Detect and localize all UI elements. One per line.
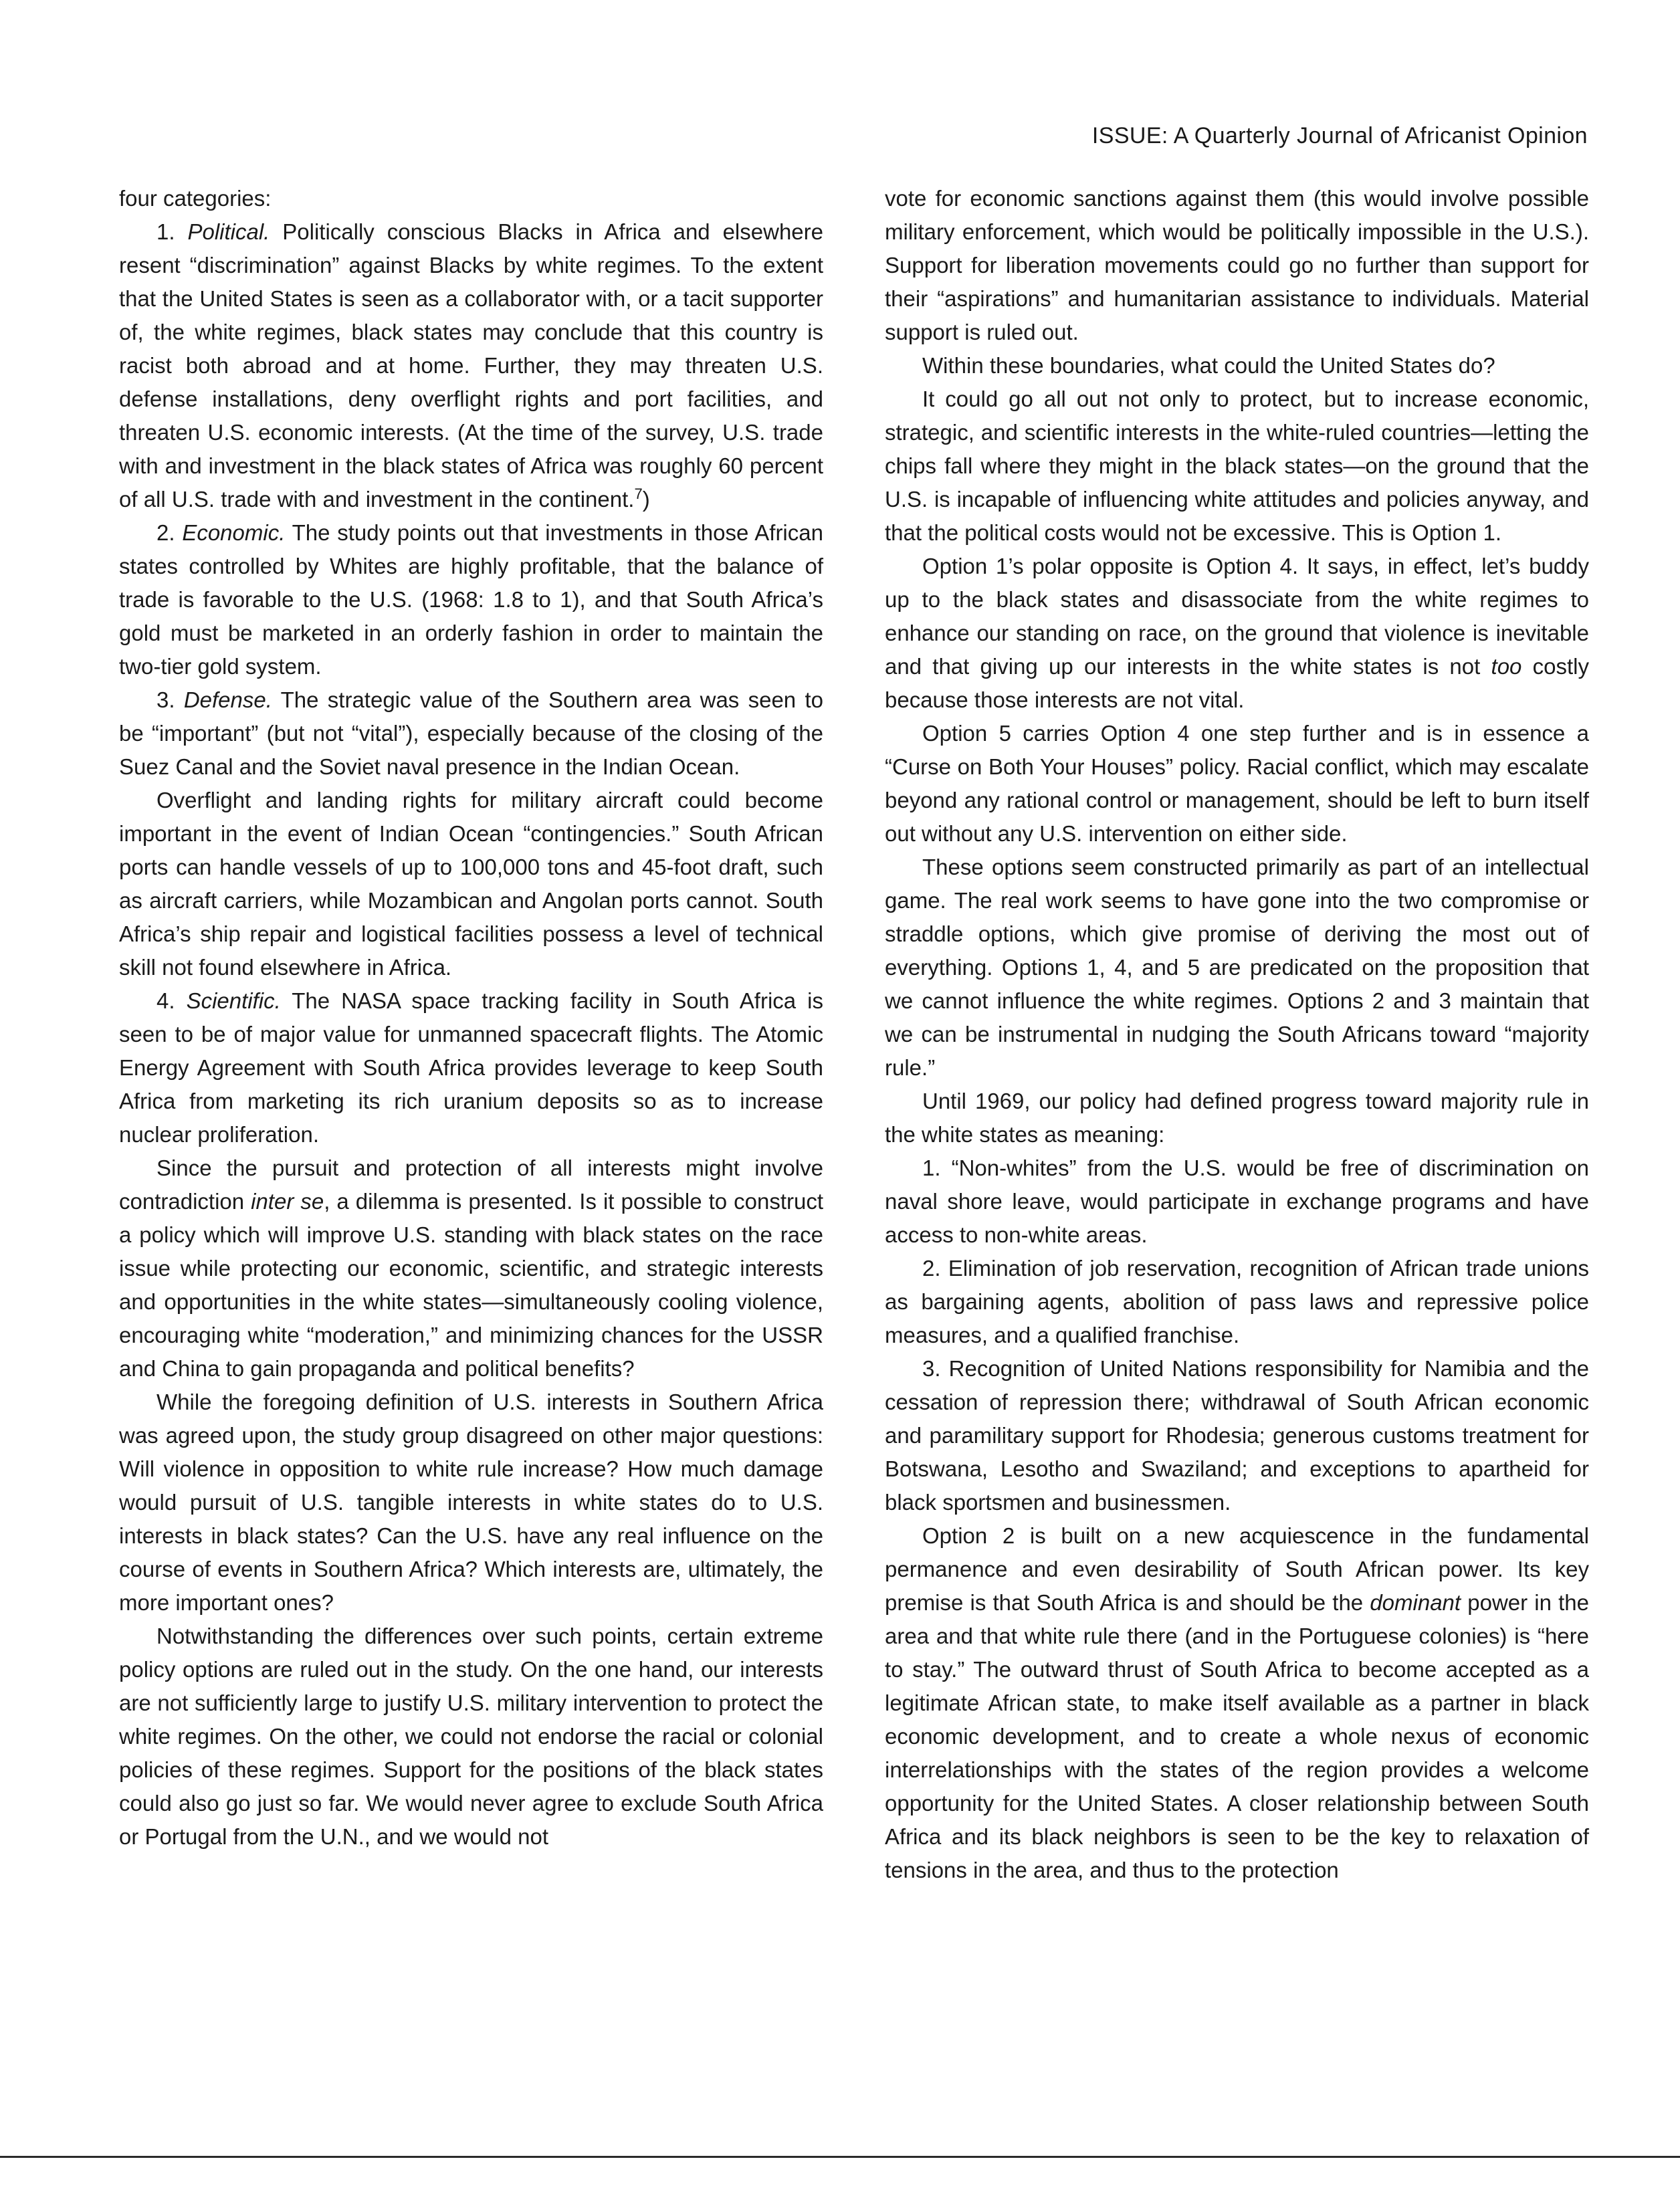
- paragraph: While the foregoing definition of U.S. interests in Southern Africa was agreed upon, the study group disagreed on other major questions: Will violence in opposition to white rule increase? How much damage would pursuit of U.S. tangible interests in white states do to U.S. interests in black states? Can the U.S. have any real influence on the course of events in Southern Africa? Which interests are, ultimately, the more important ones?: [119, 1390, 823, 1615]
- paragraph: Until 1969, our policy had defined progress toward majority rule in the white states as meaning:: [885, 1089, 1589, 1147]
- footnote-ref: 7: [634, 485, 643, 502]
- right-column: [885, 182, 1589, 1887]
- paragraph: 3. Recognition of United Nations responsibility for Namibia and the cessation of repression there; withdrawal of South African economic and paramilitary support for Rhodesia; generous customs treatment for Botswana, Lesotho and Swaziland; and exceptions to apartheid for black sportsmen and businessmen.: [885, 1356, 1589, 1515]
- paragraph: Since the pursuit and protection of all interests might involve contradiction inter se, a dilemma is presented. Is it possible to construct a policy which will improve U.S. standing with black states on the race issue while protecting our economic, scientific, and strategic interests and opportunities in the white states—simultaneously cooling violence, encouraging white “moderation,” and minimizing chances for the USSR and China to gain propaganda and political benefits?: [119, 1155, 823, 1381]
- paragraph: Option 5 carries Option 4 one step further and is in essence a “Curse on Both Your Houses” policy. Racial conflict, which may escalate beyond any rational control or management, should be left to burn itself out without any U.S. intervention on either side.: [885, 721, 1589, 846]
- paragraph: Notwithstanding the differences over such points, certain extreme policy options are ruled out in the study. On the one hand, our interests are not sufficiently large to justify U.S. military intervention to protect the white regimes. On the other, we could not endorse the racial or colonial policies of these regimes. Support for the positions of the black states could also go just so far. We would never agree to exclude South Africa or Portugal from the U.N., and we would not: [119, 1624, 823, 1849]
- paragraph: 3. Defense. The strategic value of the Southern area was seen to be “important” (but not “vital”), especially because of the closing of the Suez Canal and the Soviet naval presence in the Indian Ocean.: [119, 687, 823, 779]
- left-column: [119, 182, 823, 1854]
- paragraph: 2. Economic. The study points out that investments in those African states controlled by Whites are highly profitable, that the balance of trade is favorable to the U.S. (1968: 1.8 to 1), and that South Africa’s gold must be marketed in an orderly fashion in order to maintain the two-tier gold system.: [119, 520, 823, 679]
- paragraph: 4. Scientific. The NASA space tracking facility in South Africa is seen to be of major value for unmanned spacecraft flights. The Atomic Energy Agreement with South Africa provides leverage to keep South Africa from marketing its rich uranium deposits so as to increase nuclear proliferation.: [119, 988, 823, 1147]
- paragraph: It could go all out not only to protect, but to increase economic, strategic, and scientific interests in the white-ruled countries—letting the chips fall where they might in the black states—on the ground that the U.S. is incapable of influencing white attitudes and policies anyway, and that the political costs would not be excessive. This is Option 1.: [885, 387, 1589, 545]
- paragraph: 2. Elimination of job reservation, recognition of African trade unions as bargaining agents, abolition of pass laws and repressive police measures, and a qualified franchise.: [885, 1256, 1589, 1347]
- paragraph: Option 1’s polar opposite is Option 4. It says, in effect, let’s buddy up to the black states and disassociate from the white regimes to enhance our standing on race, on the ground that violence is inevitable and that giving up our interests in the white states is not too costly because those interests are not vital.: [885, 554, 1589, 712]
- paragraph: Overflight and landing rights for military aircraft could become important in the event of Indian Ocean “contingencies.” South African ports can handle vessels of up to 100,000 tons and 45-foot draft, such as aircraft carriers, while Mozambican and Angolan ports cannot. South Africa’s ship repair and logistical facilities possess a level of technical skill not found elsewhere in Africa.: [119, 788, 823, 980]
- paragraph: vote for economic sanctions against them (this would involve possible military enforcement, which would be politically impossible in the U.S.). Support for liberation movements could go no further than support for their “aspirations” and humanitarian assistance to individuals. Material support is ruled out.: [885, 186, 1589, 344]
- bottom-rule: [0, 2156, 1680, 2158]
- paragraph: 1. “Non-whites” from the U.S. would be free of discrimination on naval shore leave, would participate in exchange programs and have access to non-white areas.: [885, 1155, 1589, 1247]
- paragraph: These options seem constructed primarily as part of an intellectual game. The real work seems to have gone into the two compromise or straddle options, which give promise of deriving the most out of everything. Options 1, 4, and 5 are predicated on the proposition that we cannot influence the white regimes. Options 2 and 3 maintain that we can be instrumental in nudging the South Africans toward “majority rule.”: [885, 855, 1589, 1080]
- paragraph: Option 2 is built on a new acquiescence in the fundamental permanence and even desirability of South African power. Its key premise is that South Africa is and should be the dominant power in the area and that white rule there (and in the Portuguese colonies) is “here to stay.” The outward thrust of South Africa to become accepted as a legitimate African state, to make itself available as a partner in black economic development, and to create a whole nexus of economic interrelationships with the states of the region provides a welcome opportunity for the United States. A closer relationship between South Africa and its black neighbors is seen to be the key to relaxation of tensions in the area, and thus to the protection: [885, 1523, 1589, 1882]
- running-head: ISSUE: A Quarterly Journal of Africanist Opinion: [1091, 123, 1588, 148]
- paragraph: four categories:: [119, 186, 272, 211]
- paragraph: 1. Political. Politically conscious Blacks in Africa and elsewhere resent “discrimination” against Blacks by white regimes. To the extent that the United States is seen as a collaborator with, or a tacit supporter of, the white regimes, black states may conclude that this country is racist both abroad and at home. Further, they may threaten U.S. defense installations, deny overflight rights and port facilities, and threaten U.S. economic interests. (At the time of the survey, U.S. trade with and investment in the black states of Africa was roughly 60 percent of all U.S. trade with and investment in the continent.$^7$): [119, 219, 823, 512]
- paragraph: Within these boundaries, what could the United States do?: [922, 353, 1495, 378]
